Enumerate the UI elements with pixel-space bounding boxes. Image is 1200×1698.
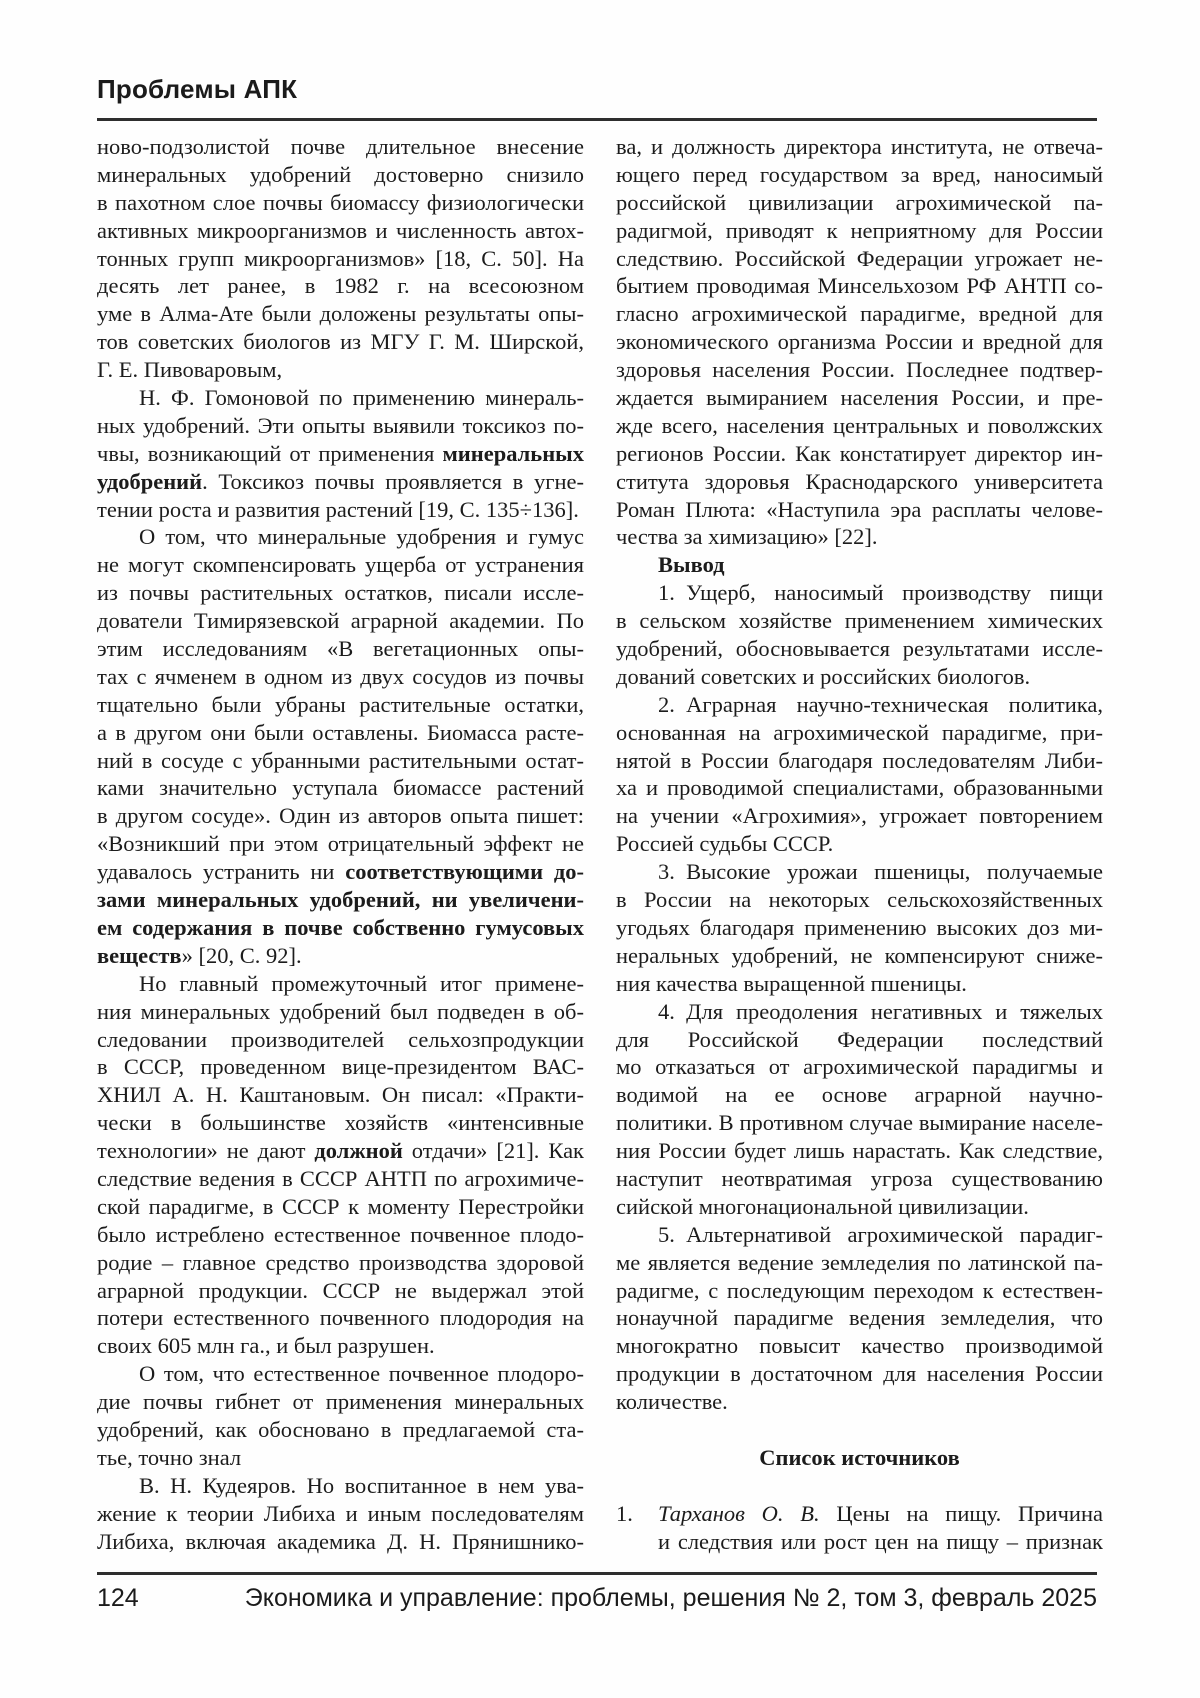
- text-line: [97, 802, 584, 830]
- text-line: [97, 914, 584, 942]
- text-run: Г. Е. Пивоваровым,: [97, 357, 283, 383]
- text-run: следствию. Российской Федерации угрожает не-: [616, 245, 1103, 271]
- page-number: 124: [97, 1584, 139, 1612]
- page-footer: [97, 1584, 1097, 1613]
- text-line: [616, 328, 1103, 356]
- bold-text-run: удобрений: [97, 468, 203, 494]
- bold-text-run: минеральных: [442, 440, 584, 466]
- text-line: [616, 161, 1103, 189]
- text-run: 3. Высокие урожаи пшеницы, получаемые: [658, 859, 1103, 885]
- text-line: [616, 914, 1103, 942]
- text-line: [97, 858, 584, 886]
- text-line: [616, 635, 1103, 663]
- text-run: » [20, С. 92].: [181, 942, 302, 968]
- text-line: [97, 1500, 584, 1528]
- text-line: [616, 384, 1103, 412]
- text-run: следствие ведения в СССР АНТП по агрохимиче-: [97, 1165, 584, 1191]
- text-line: [97, 523, 584, 551]
- text-run: ния минеральных удобрений был подведен в об-: [97, 998, 584, 1024]
- text-line: [97, 1444, 584, 1472]
- bold-text-run: соответствующими до-: [345, 859, 584, 885]
- text-line: [97, 496, 584, 524]
- text-run: и следствия или рост цен на пищу – признак: [658, 1528, 1103, 1554]
- text-line: [616, 412, 1103, 440]
- bold-text-run: Список источников: [759, 1444, 960, 1470]
- text-run: Н. Ф. Гомоновой по применению минераль-: [139, 385, 584, 411]
- text-line: [97, 356, 584, 384]
- text-line: [97, 1277, 584, 1305]
- text-run: этим исследованиям «В вегетационных опы-: [97, 636, 584, 662]
- text-run: а в другом они были оставлены. Биомасса расте-: [97, 719, 584, 745]
- text-run: ХНИЛ А. Н. Каштановым. Он писал: «Практи-: [97, 1082, 584, 1108]
- text-line: [616, 1332, 1103, 1360]
- text-run: количестве.: [616, 1389, 728, 1415]
- text-run: десять лет ранее, в 1982 г. на всесоюзном: [97, 273, 584, 299]
- text-run: наступит неотвратимая угроза существованию: [616, 1165, 1103, 1191]
- text-line: [616, 1053, 1103, 1081]
- italic-text-run: Тарханов О. В.: [658, 1500, 820, 1526]
- text-line: [97, 998, 584, 1026]
- text-run: минеральных удобрений достоверно снизило: [97, 161, 584, 187]
- text-line: [616, 830, 1103, 858]
- text-line: [616, 1388, 1103, 1416]
- text-run: гласно агрохимической парадигме, вредной для: [616, 301, 1103, 327]
- text-line: [97, 1388, 584, 1416]
- text-run: здоровья населения России. Последнее подтвер-: [616, 357, 1103, 383]
- text-run: Россией судьбы СССР.: [616, 831, 834, 857]
- text-line: [97, 1137, 584, 1165]
- text-run: отдачи» [21]. Как: [402, 1138, 584, 1164]
- text-line: [97, 747, 584, 775]
- text-line: [97, 384, 584, 412]
- text-run: водимой на ее основе аграрной научно-: [616, 1082, 1103, 1108]
- text-run: тов советских биологов из МГУ Г. М. Ширской,: [97, 329, 584, 355]
- text-line: [97, 830, 584, 858]
- text-line: [97, 440, 584, 468]
- text-run: ва, и должность директора института, не отвеча-: [616, 134, 1103, 159]
- text-line: [97, 1053, 584, 1081]
- text-run: регионов России. Как констатирует директор ин-: [616, 440, 1103, 466]
- text-line: [97, 1165, 584, 1193]
- text-run: в пахотном слое почвы биомассу физиологически: [97, 189, 584, 215]
- text-line: [616, 272, 1103, 300]
- text-line: [616, 1249, 1103, 1277]
- section-title: Проблемы АПК: [97, 74, 298, 104]
- text-run: . Токсикоз почвы проявляется в угне-: [202, 468, 584, 494]
- text-line: [616, 468, 1103, 496]
- text-line: [97, 942, 584, 970]
- text-run: тщательно были убраны растительные остатки,: [97, 691, 584, 717]
- column-right: [616, 133, 1103, 1556]
- text-line: [616, 356, 1103, 384]
- text-line: [97, 161, 584, 189]
- text-run: тье, точно знал: [97, 1444, 242, 1470]
- text-run: своих 605 млн га., и был разрушен.: [97, 1333, 435, 1359]
- text-line: [616, 1360, 1103, 1388]
- text-line: [616, 523, 1103, 551]
- text-line: [616, 886, 1103, 914]
- text-run: О том, что минеральные удобрения и гумус: [139, 524, 584, 550]
- text-line: [97, 663, 584, 691]
- bold-text-run: Вывод: [658, 552, 725, 578]
- text-run: В. Н. Кудеяров. Но воспитанное в нем ува-: [139, 1472, 584, 1498]
- text-run: политики. В противном случае вымирание населе-: [616, 1110, 1103, 1136]
- text-run: Либиха, включая академика Д. Н. Прянишнико-: [97, 1528, 584, 1554]
- text-run: технологии» не дают: [97, 1138, 315, 1164]
- text-line: [616, 245, 1103, 273]
- text-run: не могут скомпенсировать ущерба от устранения: [97, 552, 584, 578]
- reference-line: [658, 1528, 1103, 1556]
- text-line: [97, 774, 584, 802]
- text-line: [616, 719, 1103, 747]
- text-run: следовании производителей сельхозпродукции: [97, 1026, 584, 1052]
- text-run: ний в сосуде с убранными растительными остат-: [97, 747, 584, 773]
- text-line: [616, 579, 1103, 607]
- text-line: [97, 1528, 584, 1556]
- text-run: российской цивилизации агрохимической па-: [616, 189, 1103, 215]
- text-line: [616, 998, 1103, 1026]
- text-line: [616, 1109, 1103, 1137]
- text-run: дователи Тимирязевской аграрной академии. По: [97, 608, 584, 634]
- text-run: жде всего, населения центральных и поволжских: [616, 412, 1103, 438]
- bold-text-run: зами минеральных удобрений, ни увеличени-: [97, 887, 584, 913]
- text-line: [97, 189, 584, 217]
- text-run: удобрений, обосновывается результатами иссле-: [616, 636, 1103, 662]
- header-rule: [97, 118, 1097, 121]
- text-run: родие – главное средство производства здоровой: [97, 1249, 584, 1275]
- text-run: Роман Плюта: «Наступила эра расплаты челове-: [616, 496, 1103, 522]
- text-run: Цены на пищу. Причина: [819, 1500, 1103, 1526]
- text-line: [97, 1249, 584, 1277]
- text-line: [616, 133, 1103, 161]
- references-heading: [616, 1444, 1103, 1472]
- text-run: в другом сосуде». Один из авторов опыта пишет:: [97, 803, 584, 829]
- text-line: [616, 942, 1103, 970]
- text-line: [616, 774, 1103, 802]
- text-line: [97, 719, 584, 747]
- text-run: чвы, возникающий от применения: [97, 440, 443, 466]
- text-line: [97, 607, 584, 635]
- text-run: было истреблено естественное почвенное плодо-: [97, 1221, 584, 1247]
- text-run: потери естественного почвенного плодородия на: [97, 1305, 584, 1331]
- text-run: тении роста и развития растений [19, С. 135÷136].: [97, 496, 579, 522]
- text-line: [97, 579, 584, 607]
- bold-text-run: ем содержания в почве собственно гумусовых: [97, 914, 584, 940]
- text-line: [616, 1081, 1103, 1109]
- text-run: жение к теории Либиха и иным последователям: [97, 1500, 584, 1526]
- text-line: [97, 1472, 584, 1500]
- text-line: [616, 1277, 1103, 1305]
- text-line: [97, 1026, 584, 1054]
- text-run: дований советских и российских биологов.: [616, 663, 1031, 689]
- text-line: [97, 1109, 584, 1137]
- text-line: [97, 412, 584, 440]
- text-run: на учении «Агрохимия», угрожает повторением: [616, 803, 1103, 829]
- text-run: бытием проводимая Минсельхозом РФ АНТП со-: [616, 273, 1103, 299]
- text-run: дие почвы гибнет от применения минеральных: [97, 1389, 584, 1415]
- text-run: чества за химизацию» [22].: [616, 524, 878, 550]
- column-left: [97, 133, 584, 1556]
- text-line: [616, 551, 1103, 579]
- text-line: [97, 245, 584, 273]
- footer-rule: [97, 1572, 1097, 1575]
- text-line: [97, 1081, 584, 1109]
- text-run: ха и проводимой специалистами, образованными: [616, 775, 1103, 801]
- text-run: Но главный промежуточный итог примене-: [139, 970, 584, 996]
- text-line: [97, 1193, 584, 1221]
- text-line: [616, 802, 1103, 830]
- text-run: из почвы растительных остатков, писали иссле-: [97, 580, 584, 606]
- page-content: [97, 133, 1103, 1556]
- text-run: активных микроорганизмов и численность автох-: [97, 217, 584, 243]
- text-run: мо отказаться от агрохимической парадигмы и: [616, 1054, 1103, 1080]
- text-line: [97, 133, 584, 161]
- text-line: [616, 1304, 1103, 1332]
- text-run: 1. Ущерб, наносимый производству пищи: [658, 580, 1103, 606]
- text-line: [97, 1221, 584, 1249]
- reference-item: [616, 1500, 1103, 1556]
- text-line: [616, 1193, 1103, 1221]
- text-line: [616, 217, 1103, 245]
- text-line: [616, 663, 1103, 691]
- text-line: [616, 747, 1103, 775]
- text-run: «Возникший при этом отрицательный эффект не: [97, 831, 584, 857]
- text-run: сийской многонациональной цивилизации.: [616, 1193, 1029, 1219]
- reference-line: [658, 1500, 1103, 1528]
- text-line: [616, 496, 1103, 524]
- text-run: ющего перед государством за вред, наносимый: [616, 161, 1103, 187]
- text-run: 4. Для преодоления негативных и тяжелых: [658, 998, 1103, 1024]
- text-run: ных удобрений. Эти опыты выявили токсикоз по-: [97, 412, 584, 438]
- text-line: [97, 1332, 584, 1360]
- text-line: [616, 607, 1103, 635]
- text-line: [97, 691, 584, 719]
- text-line: [616, 1165, 1103, 1193]
- reference-body: [658, 1500, 1103, 1556]
- text-line: [616, 1026, 1103, 1054]
- text-run: ской парадигме, в СССР к моменту Перестройки: [97, 1193, 584, 1219]
- text-line: [616, 1221, 1103, 1249]
- text-run: 2. Аграрная научно-техническая политика,: [658, 691, 1103, 717]
- text-run: для Российской Федерации последствий: [616, 1026, 1103, 1052]
- text-run: нонаучной парадигме ведения земледелия, что: [616, 1305, 1103, 1331]
- text-run: нятой в России благодаря последователям Либи-: [616, 747, 1103, 773]
- text-run: радигмой, приводят к неприятному для России: [616, 217, 1103, 243]
- text-run: удавалось устранить ни: [97, 859, 346, 885]
- text-run: ками значительно уступала биомассе растений: [97, 775, 584, 801]
- text-run: 5. Альтернативой агрохимической парадиг-: [658, 1221, 1103, 1247]
- text-run: экономического организма России и вредной для: [616, 329, 1103, 355]
- text-run: аграрной продукции. СССР не выдержал этой: [97, 1277, 584, 1303]
- text-run: в СССР, проведенном вице-президентом ВАС-: [97, 1054, 584, 1080]
- text-line: [97, 217, 584, 245]
- text-run: уме в Алма-Ате были доложены результаты опы-: [97, 301, 584, 327]
- text-run: многократно повысит качество производимой: [616, 1333, 1103, 1359]
- journal-title: Экономика и управление: проблемы, решения № 2, том 3, февраль 2025: [244, 1584, 1097, 1612]
- text-line: [97, 272, 584, 300]
- text-run: угодьях благодаря применению высоких доз ми-: [616, 914, 1103, 940]
- text-line: [97, 886, 584, 914]
- text-line: [616, 858, 1103, 886]
- text-line: [97, 328, 584, 356]
- text-line: [97, 300, 584, 328]
- text-run: О том, что естественное почвенное плодоро-: [139, 1361, 584, 1387]
- text-line: [616, 189, 1103, 217]
- text-run: основанная на агрохимической парадигме, при-: [616, 719, 1103, 745]
- text-run: ния качества выращенной пшеницы.: [616, 970, 967, 996]
- text-line: [97, 468, 584, 496]
- text-line: [97, 970, 584, 998]
- text-line: [97, 551, 584, 579]
- text-run: чески в большинстве хозяйств «интенсивные: [97, 1110, 584, 1136]
- text-run: тонных групп микроорганизмов» [18, С. 50]. На: [97, 245, 584, 271]
- text-line: [97, 1304, 584, 1332]
- text-run: ститута здоровья Краснодарского университета: [616, 468, 1103, 494]
- reference-number: 1.: [616, 1500, 633, 1526]
- text-run: в России на некоторых сельскохозяйственных: [616, 887, 1103, 913]
- text-line: [616, 970, 1103, 998]
- text-line: [616, 691, 1103, 719]
- text-run: неральных удобрений, не компенсируют сниже-: [616, 942, 1103, 968]
- text-run: ждается вымиранием населения России, и пре-: [616, 385, 1103, 411]
- text-run: продукции в достаточном для населения России: [616, 1361, 1103, 1387]
- text-run: ме является ведение земледелия по латинской па-: [616, 1249, 1103, 1275]
- text-run: ния России будет лишь нарастать. Как следствие,: [616, 1138, 1103, 1164]
- text-line: [616, 1137, 1103, 1165]
- text-run: в сельском хозяйстве применением химических: [616, 608, 1103, 634]
- bold-text-run: веществ: [97, 942, 182, 968]
- text-run: радигме, с последующим переходом к естествен-: [616, 1277, 1103, 1303]
- text-line: [97, 1360, 584, 1388]
- text-run: удобрений, как обосновано в предлагаемой ста-: [97, 1416, 584, 1442]
- text-run: тах с ячменем в одном из двух сосудов из почвы: [97, 663, 584, 689]
- text-line: [616, 440, 1103, 468]
- bold-text-run: должной: [314, 1138, 403, 1164]
- text-line: [97, 635, 584, 663]
- text-run: ново-подзолистой почве длительное внесение: [97, 134, 584, 159]
- text-line: [616, 300, 1103, 328]
- text-line: [97, 1416, 584, 1444]
